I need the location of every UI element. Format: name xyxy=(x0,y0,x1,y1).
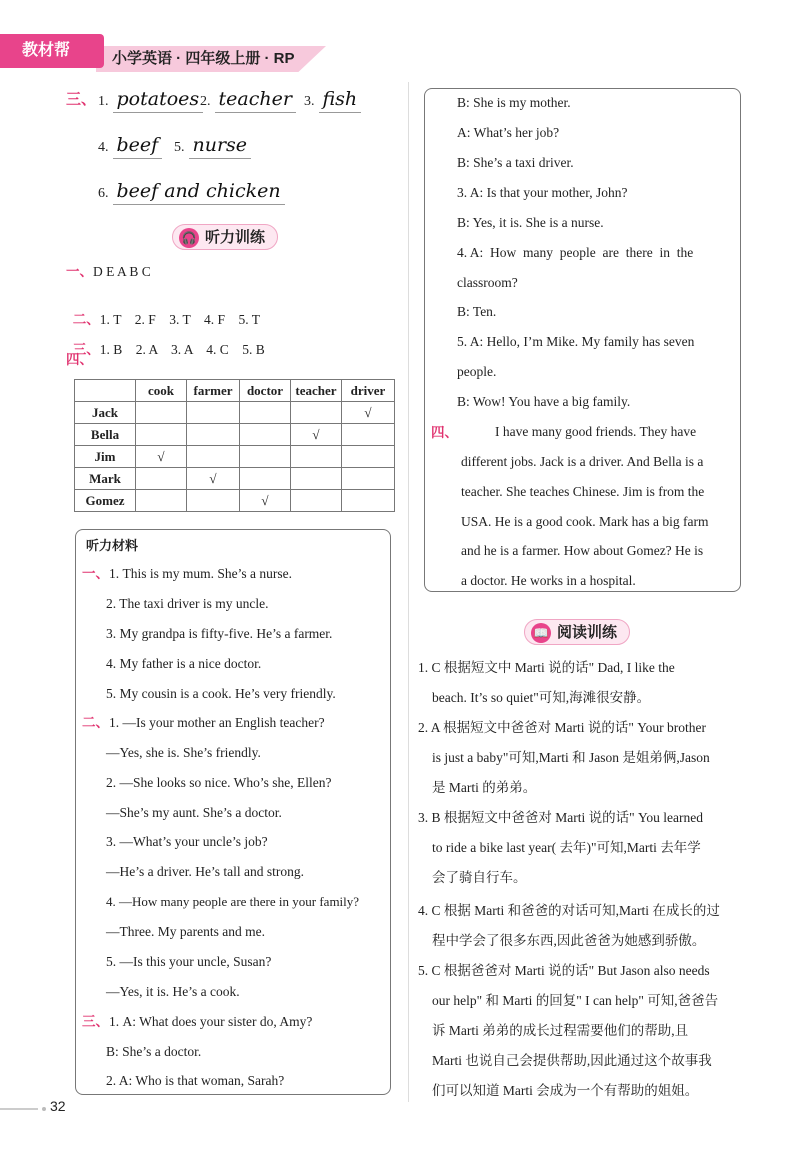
header-title: 小学英语 · 四年级上册 · RP xyxy=(112,50,295,67)
material-line: different jobs. Jack is a driver. And Bella is a xyxy=(461,454,704,469)
material-line: 3. My grandpa is fifty-five. He’s a farmer. xyxy=(106,626,333,641)
reading-answer-line: 是 Marti 的弟弟。 xyxy=(432,780,537,795)
table-cell xyxy=(342,468,395,490)
table-cell xyxy=(342,490,395,512)
row-name: Jim xyxy=(75,446,136,468)
material-line: a doctor. He works in a hospital. xyxy=(461,573,636,588)
reading-answer-line: 1. C 根据短文中 Marti 说的话" Dad, I like the xyxy=(418,660,675,675)
reading-answer-line: to ride a bike last year( 去年)"可知,Marti 去年学 xyxy=(432,840,701,855)
table-header: cook xyxy=(136,380,187,402)
material-title: 听力材料 xyxy=(86,538,139,553)
listening-answer-4-label: 四、 xyxy=(66,352,93,367)
reading-answer-line: beach. It’s so quiet"可知,海滩很安静。 xyxy=(432,690,651,705)
table-cell xyxy=(240,402,291,424)
material-line: 5. My cousin is a cook. He’s very friendly. xyxy=(106,686,336,701)
footer-rule xyxy=(0,1108,38,1110)
table-cell: √ xyxy=(136,446,187,468)
row-name: Gomez xyxy=(75,490,136,512)
material-line: 三、1. A: What does your sister do, Amy? xyxy=(82,1014,313,1029)
book-icon: 📖 xyxy=(531,623,551,643)
material-line: —Yes, she is. She’s friendly. xyxy=(106,745,261,760)
material-line: teacher. She teaches Chinese. Jim is from the xyxy=(461,484,705,499)
table-cell xyxy=(291,468,342,490)
material-line: —She’s my aunt. She’s a doctor. xyxy=(106,805,282,820)
material-line: 4. A: How many people are there in the xyxy=(457,245,694,260)
reading-answer-line: is just a baby"可知,Marti 和 Jason 是姐弟俩,Jason xyxy=(432,750,710,765)
table-header: driver xyxy=(342,380,395,402)
table-cell xyxy=(342,446,395,468)
material-line: B: She is my mother. xyxy=(457,95,571,110)
reading-answer-line: 4. C 根据 Marti 和爸爸的对话可知,Marti 在成长的过 xyxy=(418,903,720,918)
section3-label: 三、 xyxy=(66,91,97,108)
listening-answer-2: 二、1. T 2. F 3. T 4. F 5. T xyxy=(72,312,261,327)
listening-badge xyxy=(172,224,278,250)
material-line: A: What’s her job? xyxy=(457,125,560,140)
column-divider xyxy=(408,82,409,1102)
table-row xyxy=(75,446,395,468)
header-badge: 教材帮 xyxy=(0,34,104,68)
table-cell: √ xyxy=(187,468,240,490)
material-line: 4. —How many people are there in your family? xyxy=(106,894,360,909)
material-line: classroom? xyxy=(457,275,518,290)
table-row xyxy=(75,490,395,512)
material-line: —He’s a driver. He’s tall and strong. xyxy=(106,864,304,879)
table-row xyxy=(75,424,395,446)
table-cell xyxy=(187,424,240,446)
table-header-row xyxy=(75,380,395,402)
material-line: I have many good friends. They have xyxy=(495,424,697,439)
material-line: —Three. My parents and me. xyxy=(106,924,265,939)
row-name: Jack xyxy=(75,402,136,424)
reading-badge xyxy=(524,619,630,645)
table-cell: √ xyxy=(342,402,395,424)
material-line: 3. —What’s your uncle’s job? xyxy=(106,834,268,849)
headphones-icon: 🎧 xyxy=(179,228,199,248)
table-row xyxy=(75,402,395,424)
material-q4-label: 四、 xyxy=(431,425,458,440)
material-line: 5. —Is this your uncle, Susan? xyxy=(106,954,272,969)
material-line: 二、1. —Is your mother an English teacher? xyxy=(82,715,325,730)
reading-answer-line: 诉 Marti 弟弟的成长过程需要他们的帮助,且 xyxy=(432,1023,689,1038)
table-cell xyxy=(136,490,187,512)
table-cell: √ xyxy=(240,490,291,512)
table-cell xyxy=(240,424,291,446)
table-cell xyxy=(187,490,240,512)
material-line: 2. A: Who is that woman, Sarah? xyxy=(106,1073,285,1088)
material-line: B: She’s a taxi driver. xyxy=(457,155,574,170)
listening-answer-3: 三、1. B 2. A 3. A 4. C 5. B xyxy=(72,342,265,357)
answer-6: 6. beef and chicken xyxy=(98,178,285,205)
answer-2: 2. teacher xyxy=(200,86,296,113)
material-line: 4. My father is a nice doctor. xyxy=(106,656,262,671)
listening-material-box xyxy=(75,529,391,1095)
material-line: —Yes, it is. He’s a cook. xyxy=(106,984,240,999)
material-line: 一、1. This is my mum. She’s a nurse. xyxy=(82,566,292,581)
material-line: and he is a farmer. How about Gomez? He is xyxy=(461,543,704,558)
table-cell xyxy=(240,468,291,490)
table-header: farmer xyxy=(187,380,240,402)
material-line: B: Ten. xyxy=(457,304,497,319)
material-line: B: Wow! You have a big family. xyxy=(457,394,631,409)
table-cell xyxy=(291,490,342,512)
material-line: USA. He is a good cook. Mark has a big farm xyxy=(461,514,709,529)
listening-badge-label: 听力训练 xyxy=(205,229,266,246)
answer-3: 3. fish xyxy=(304,86,361,113)
material-line: 5. A: Hello, I’m Mike. My family has seven xyxy=(457,334,695,349)
table-row xyxy=(75,468,395,490)
row-name: Bella xyxy=(75,424,136,446)
material-line: people. xyxy=(457,364,497,379)
table-header: teacher xyxy=(291,380,342,402)
table-cell xyxy=(291,402,342,424)
answer-1: 1. potatoes xyxy=(98,86,203,113)
material-line: 2. —She looks so nice. Who’s she, Ellen? xyxy=(106,775,332,790)
reading-answer-line: 5. C 根据爸爸对 Marti 说的话" But Jason also needs xyxy=(418,963,710,978)
table-cell: √ xyxy=(291,424,342,446)
material-line: B: She’s a doctor. xyxy=(106,1044,202,1059)
table-cell xyxy=(136,468,187,490)
reading-answer-line: Marti 也说自己会提供帮助,因此通过这个故事我 xyxy=(432,1053,712,1068)
listening-material-box-continued xyxy=(424,88,741,592)
answer-5: 5. nurse xyxy=(174,132,251,159)
table-cell xyxy=(342,424,395,446)
row-name: Mark xyxy=(75,468,136,490)
table-cell xyxy=(187,446,240,468)
jobs-table xyxy=(74,379,395,512)
table-header: doctor xyxy=(240,380,291,402)
reading-answer-line: 2. A 根据短文中爸爸对 Marti 说的话" Your brother xyxy=(418,720,707,735)
material-line: 3. A: Is that your mother, John? xyxy=(457,185,628,200)
reading-answer-line: 程中学会了很多东西,因此爸爸为她感到骄傲。 xyxy=(432,933,706,948)
table-cell xyxy=(136,424,187,446)
reading-badge-label: 阅读训练 xyxy=(557,624,618,641)
material-line: B: Yes, it is. She is a nurse. xyxy=(457,215,604,230)
table-corner xyxy=(75,380,136,402)
material-line: 2. The taxi driver is my uncle. xyxy=(106,596,269,611)
footer-dot xyxy=(42,1107,46,1111)
reading-answer-line: our help" 和 Marti 的回复" I can help" 可知,爸爸告 xyxy=(432,993,719,1008)
table-cell xyxy=(240,446,291,468)
reading-answer-line: 3. B 根据短文中爸爸对 Marti 说的话" You learned xyxy=(418,810,704,825)
answer-4: 4. beef xyxy=(98,132,162,159)
page-number: 32 xyxy=(50,1098,66,1114)
table-cell xyxy=(187,402,240,424)
reading-answer-line: 们可以知道 Marti 会成为一个有帮助的姐姐。 xyxy=(432,1083,699,1098)
reading-answer-line: 会了骑自行车。 xyxy=(432,870,527,885)
table-cell xyxy=(291,446,342,468)
listening-answer-1: 一、D E A B C xyxy=(66,264,151,279)
table-cell xyxy=(136,402,187,424)
